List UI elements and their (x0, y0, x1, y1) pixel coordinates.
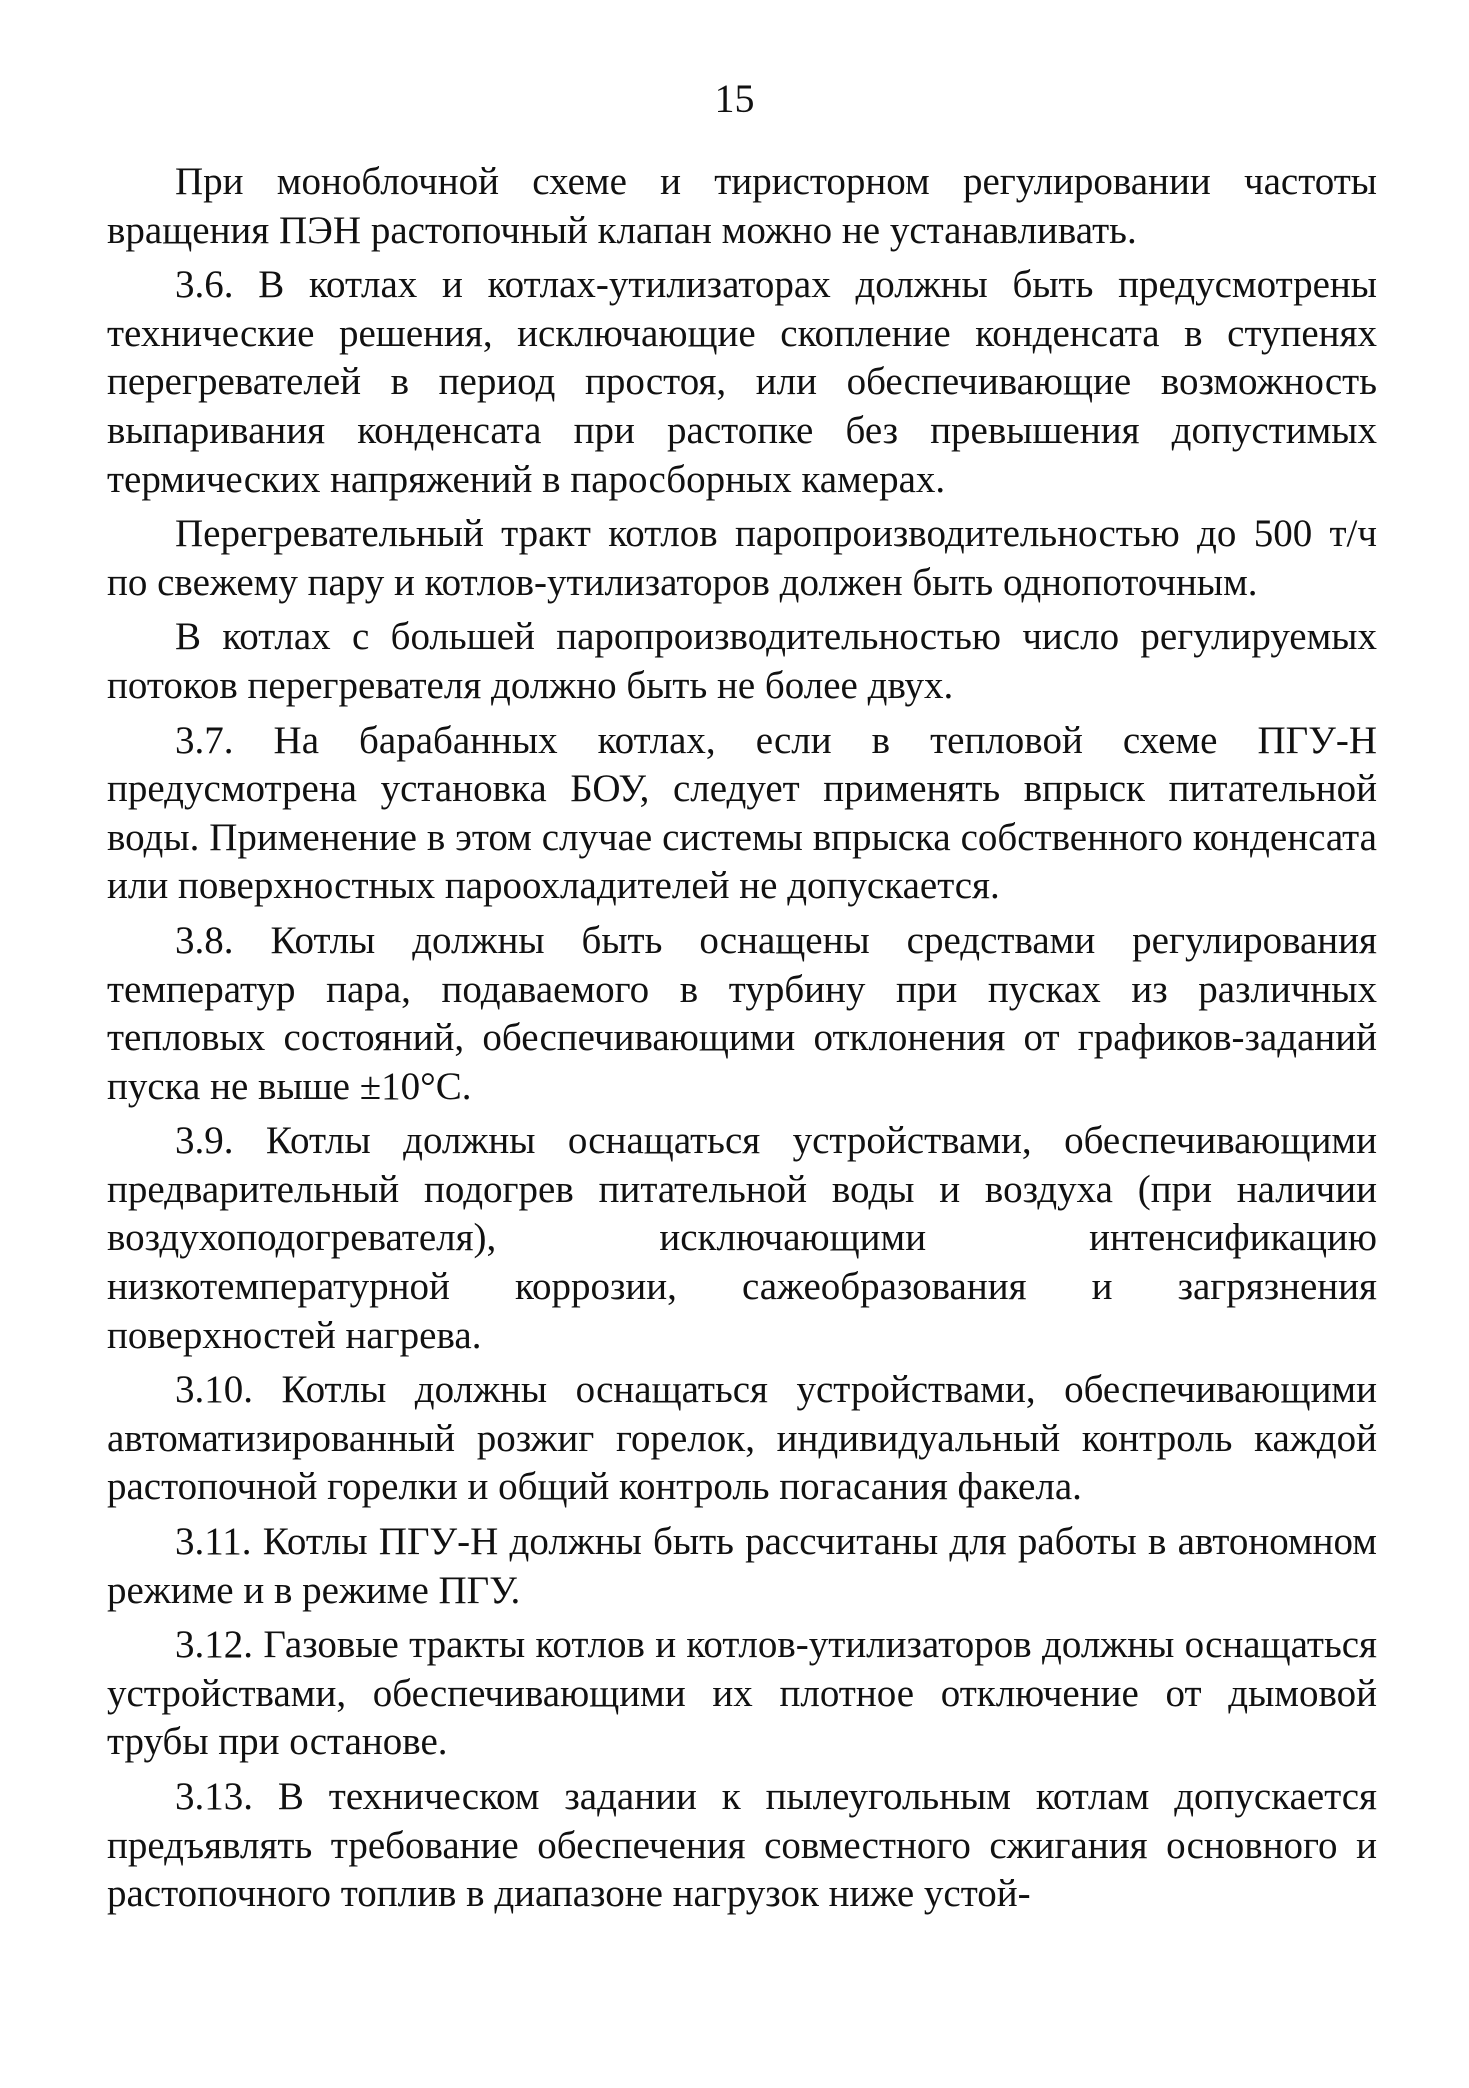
paragraph-regulated-flows: В котлах с большей паропроизводительностью число регулируемых потоков перегревателя должно быть не более двух. (107, 615, 1377, 707)
paragraph-3-9: 3.9. Котлы должны оснащаться устройствами, обеспечивающими предварительный подогрев питательной воды и воздуха (при наличии воздухоподогревателя), исключающими интенсификацию низкотемпературной коррозии, сажеобразования и загрязнения поверхностей нагрева. (107, 1119, 1377, 1357)
document-body (107, 158, 1377, 1919)
paragraph-3-10: 3.10. Котлы должны оснащаться устройствами, обеспечивающими автоматизированный розжиг горелок, индивидуальный контроль каждой растопочной горелки и общий контроль погасания факела. (107, 1368, 1377, 1509)
page-number: 15 (714, 76, 755, 121)
paragraph-pen-valve: При моноблочной схеме и тиристорном регулировании частоты вращения ПЭН растопочный клапан можно не устанавливать. (107, 160, 1377, 252)
paragraph-3-6: 3.6. В котлах и котлах-утилизаторах должны быть предусмотрены технические решения, исключающие скопление конденсата в ступенях перегревателей в период простоя, или обеспечивающие возможность выпаривания конденсата при растопке без превышения допустимых термических напряжений в паросборных камерах. (107, 263, 1377, 501)
paragraph-3-7: 3.7. На барабанных котлах, если в тепловой схеме ПГУ-Н предусмотрена установка БОУ, следует применять впрыск питательной воды. Применение в этом случае системы впрыска собственного конденсата или поверхностных пароохладителей не допускается. (107, 718, 1377, 908)
paragraph-3-12: 3.12. Газовые тракты котлов и котлов-утилизаторов должны оснащаться устройствами, обеспечивающими их плотное отключение от дымовой трубы при останове. (107, 1623, 1377, 1764)
paragraph-3-8: 3.8. Котлы должны быть оснащены средствами регулирования температур пара, подаваемого в турбину при пусках из различных тепловых состояний, обеспечивающими отклонения от графиков-заданий пуска не выше ±10°С. (107, 918, 1377, 1108)
paragraph-3-11: 3.11. Котлы ПГУ-Н должны быть рассчитаны для работы в автономном режиме и в режиме ПГУ. (107, 1520, 1377, 1612)
paragraph-3-13: 3.13. В техническом задании к пылеугольным котлам допускается предъявлять требование обеспечения совместного сжигания основного и растопочного топлив в диапазоне нагрузок ниже устой- (107, 1775, 1377, 1916)
paragraph-superheater-tract: Перегревательный тракт котлов паропроизводительностью до 500 т/ч по свежему пару и котлов-утилизаторов должен быть однопоточным. (107, 512, 1377, 604)
